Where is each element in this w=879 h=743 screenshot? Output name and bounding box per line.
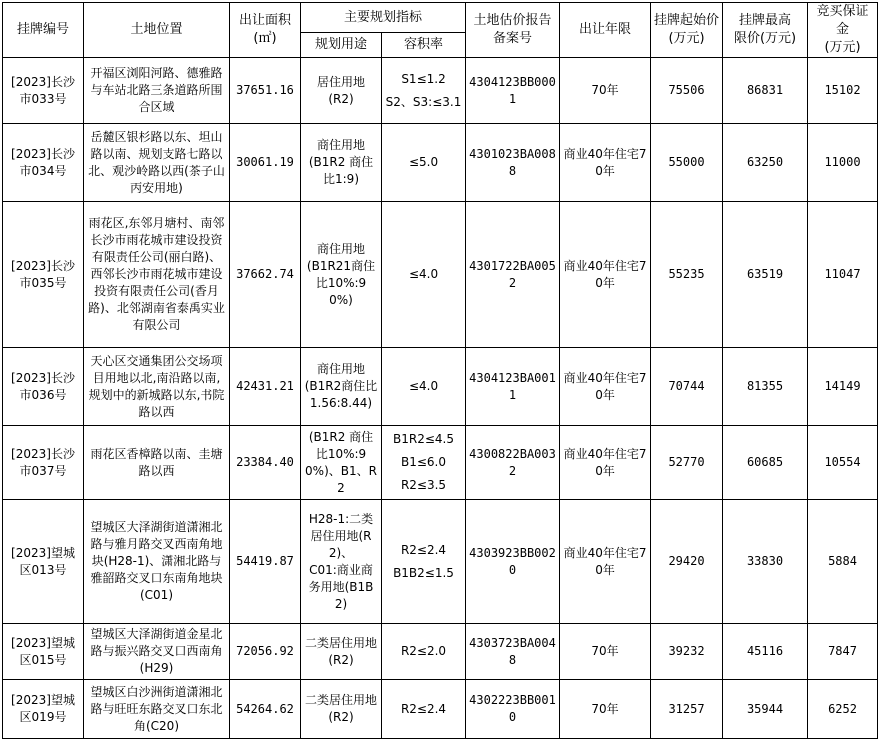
cell-location: 雨花区香樟路以南、圭塘路以西: [84, 426, 230, 500]
cell-far: ≤4.0: [382, 202, 466, 348]
cell-location: 望城区大泽湖街道潇湘北路与雅月路交叉西南角地块(H28-1)、潇湘北路与雅韶路交叉口东南角地块(C01): [84, 500, 230, 624]
cell-location: 望城区大泽湖街道金星北路与振兴路交叉口西南角(H29): [84, 624, 230, 680]
cell-far: ≤5.0: [382, 124, 466, 202]
cell-max-price: 81355: [723, 348, 808, 426]
cell-term: 商业40年住宅70年: [560, 348, 651, 426]
header-max-price: 挂牌最高 限价(万元): [723, 3, 808, 58]
header-row: [3, 3, 878, 33]
cell-location: 岳麓区银杉路以东、坦山路以南、规划支路七路以北、观沙岭路以西(茶子山丙安用地): [84, 124, 230, 202]
table-row: [3, 124, 878, 202]
cell-use: 居住用地 (R2): [301, 58, 382, 124]
header-term: 出让年限: [560, 3, 651, 58]
cell-deposit: 7847: [808, 624, 878, 680]
header-indicators: 主要规划指标: [301, 3, 466, 33]
header-code: 挂牌编号: [3, 3, 84, 58]
cell-record: 4300822BA0032: [466, 426, 560, 500]
header-location: 土地位置: [84, 3, 230, 58]
cell-max-price: 45116: [723, 624, 808, 680]
cell-code: [2023]长沙市034号: [3, 124, 84, 202]
cell-max-price: 86831: [723, 58, 808, 124]
cell-start-price: 70744: [651, 348, 723, 426]
cell-deposit: 15102: [808, 58, 878, 124]
cell-term: 70年: [560, 680, 651, 739]
cell-start-price: 29420: [651, 500, 723, 624]
table-row: [3, 680, 878, 739]
cell-far: B1R2≤4.5 B1≤6.0 R2≤3.5: [382, 426, 466, 500]
cell-code: [2023]长沙市033号: [3, 58, 84, 124]
cell-area: 37662.74: [230, 202, 301, 348]
cell-location: 开福区浏阳河路、德雅路与车站北路三条道路所围合区域: [84, 58, 230, 124]
cell-deposit: 11047: [808, 202, 878, 348]
header-far: 容积率: [382, 33, 466, 58]
cell-code: [2023]望城区015号: [3, 624, 84, 680]
cell-term: 商业40年住宅70年: [560, 202, 651, 348]
cell-far: ≤4.0: [382, 348, 466, 426]
table-row: [3, 426, 878, 500]
cell-use: (B1R2 商住比10%:90%)、B1、R2: [301, 426, 382, 500]
cell-start-price: 39232: [651, 624, 723, 680]
cell-far: R2≤2.0: [382, 624, 466, 680]
cell-use: 商住用地 (B1R21商住比10%:90%): [301, 202, 382, 348]
cell-record: 4302223BB0010: [466, 680, 560, 739]
table-row: [3, 624, 878, 680]
cell-record: 4301722BA0052: [466, 202, 560, 348]
cell-max-price: 33830: [723, 500, 808, 624]
cell-use: H28-1:二类居住用地(R2)、 C01:商业商务用地(B1B2): [301, 500, 382, 624]
cell-code: [2023]望城区019号: [3, 680, 84, 739]
cell-record: 4303923BB0020: [466, 500, 560, 624]
cell-start-price: 31257: [651, 680, 723, 739]
cell-area: 37651.16: [230, 58, 301, 124]
cell-use: 二类居住用地(R2): [301, 624, 382, 680]
cell-term: 70年: [560, 58, 651, 124]
cell-area: 54264.62: [230, 680, 301, 739]
cell-area: 42431.21: [230, 348, 301, 426]
cell-deposit: 11000: [808, 124, 878, 202]
header-start-price: 挂牌起始价 (万元): [651, 3, 723, 58]
cell-far: R2≤2.4: [382, 680, 466, 739]
cell-start-price: 55000: [651, 124, 723, 202]
cell-max-price: 63250: [723, 124, 808, 202]
cell-max-price: 63519: [723, 202, 808, 348]
cell-record: 4301023BA0088: [466, 124, 560, 202]
cell-start-price: 75506: [651, 58, 723, 124]
cell-max-price: 60685: [723, 426, 808, 500]
cell-code: [2023]长沙市037号: [3, 426, 84, 500]
cell-location: 雨花区,东邻月塘村、南邻长沙市雨花城市建设投资有限责任公司(丽白路)、西邻长沙市雨花城市建设投资有限责任公司(香月路)、北邻湖南省泰禹实业有限公司: [84, 202, 230, 348]
cell-record: 4303723BA0048: [466, 624, 560, 680]
cell-deposit: 5884: [808, 500, 878, 624]
header-record: 土地估价报告 备案号: [466, 3, 560, 58]
table-row: [3, 58, 878, 124]
cell-start-price: 52770: [651, 426, 723, 500]
land-auction-table: [2, 2, 878, 739]
cell-use: 商住用地 (B1R2 商住比1:9): [301, 124, 382, 202]
cell-code: [2023]望城区013号: [3, 500, 84, 624]
cell-far: S1≤1.2 S2、S3:≤3.1: [382, 58, 466, 124]
cell-term: 商业40年住宅70年: [560, 500, 651, 624]
table-row: [3, 348, 878, 426]
cell-location: 天心区交通集团公交场项目用地以北,南沿路以南,规划中的新城路以东,书院路以西: [84, 348, 230, 426]
cell-term: 商业40年住宅70年: [560, 124, 651, 202]
cell-location: 望城区白沙洲街道潇湘北路与旺旺东路交叉口东北角(C20): [84, 680, 230, 739]
cell-term: 商业40年住宅70年: [560, 426, 651, 500]
cell-record: 4304123BA0011: [466, 348, 560, 426]
cell-use: 二类居住用地(R2): [301, 680, 382, 739]
cell-code: [2023]长沙市036号: [3, 348, 84, 426]
cell-area: 72056.92: [230, 624, 301, 680]
cell-record: 4304123BB0001: [466, 58, 560, 124]
header-deposit: 竞买保证金 (万元): [808, 3, 878, 58]
header-area: 出让面积 (㎡): [230, 3, 301, 58]
cell-use: 商住用地 (B1R2商住比1.56:8.44): [301, 348, 382, 426]
cell-deposit: 6252: [808, 680, 878, 739]
header-use: 规划用途: [301, 33, 382, 58]
table-row: [3, 202, 878, 348]
cell-area: 54419.87: [230, 500, 301, 624]
table-row: [3, 500, 878, 624]
cell-term: 70年: [560, 624, 651, 680]
cell-deposit: 10554: [808, 426, 878, 500]
cell-max-price: 35944: [723, 680, 808, 739]
cell-far: R2≤2.4 B1B2≤1.5: [382, 500, 466, 624]
cell-code: [2023]长沙市035号: [3, 202, 84, 348]
cell-deposit: 14149: [808, 348, 878, 426]
cell-start-price: 55235: [651, 202, 723, 348]
cell-area: 23384.40: [230, 426, 301, 500]
cell-area: 30061.19: [230, 124, 301, 202]
